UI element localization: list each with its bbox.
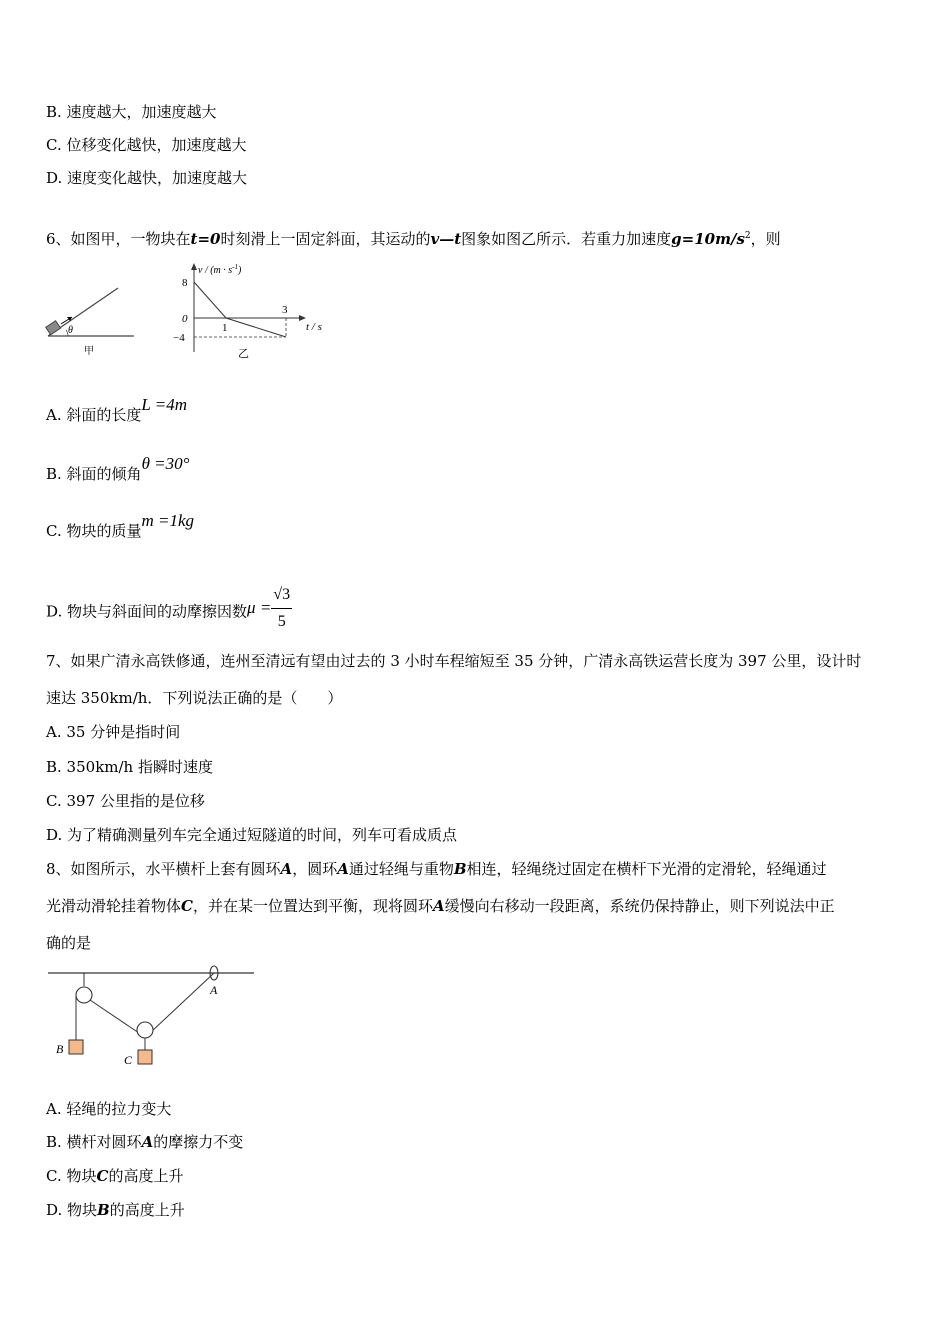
q7-option-b: B. 350km/h 指瞬时速度 <box>46 758 213 776</box>
label-c: C <box>124 1053 133 1067</box>
q7-option-d: D. 为了精确测量列车完全通过短隧道的时间，列车可看成质点 <box>46 826 458 844</box>
tick-8: 8 <box>182 277 188 289</box>
mu-fraction: $\frac{√3}{5}$ <box>271 582 292 635</box>
q7-option-c: C. 397 公里指的是位移 <box>46 792 205 810</box>
q8-option-c: C. 物块C的高度上升 <box>46 1167 184 1185</box>
label-a: A <box>210 983 218 997</box>
q6-vt-graph <box>170 260 340 364</box>
q5-option-d: D. 速度变化越快，加速度越大 <box>46 169 248 187</box>
tick-1: 1 <box>222 322 228 334</box>
q5-option-c: C. 位移变化越快，加速度越大 <box>46 136 247 154</box>
graph-y-label: $v / (m \cdot s^{-1})$ <box>198 263 242 276</box>
figure-label-yi: 乙 <box>238 348 249 360</box>
q5-option-b: B. 速度越大，加速度越大 <box>46 103 217 121</box>
figure-label-jia: 甲 <box>84 346 94 357</box>
graph-x-label: t / s <box>306 321 322 333</box>
block-c <box>138 1050 152 1064</box>
q8-stem-line2: 光滑动滑轮挂着物体C，并在某一位置达到平衡，现将圆环A缓慢向右移动一段距离，系统仍保持静止，则下列说法中正 <box>46 897 835 915</box>
q7-stem-line2: 速达 350km/h．下列说法正确的是（ ） <box>46 689 343 707</box>
q8-option-a: A. 轻绳的拉力变大 <box>46 1100 172 1118</box>
q6-figure-incline <box>44 284 140 360</box>
tick-minus-4: −4 <box>173 332 185 344</box>
q8-pulley-figure <box>44 962 258 1074</box>
block-b <box>69 1040 83 1054</box>
q7-stem-line1: 7、如果广清永高铁修通，连州至清远有望由过去的 3 小时车程缩短至 35 分钟，广清永高铁运营长度为 397 公里，设计时 <box>46 652 862 670</box>
label-b: B <box>56 1042 64 1056</box>
q6-option-a: A. 斜面的长度L =4m <box>46 395 188 424</box>
q6-stem: 6、如图甲，一物块在t=0时刻滑上一固定斜面，其运动的v—t图象如图乙所示．若重力加速度$g=10m/s^2$，则 <box>46 230 781 248</box>
theta-label: θ <box>68 325 73 336</box>
q8-stem-line3: 确的是 <box>46 934 92 952</box>
q7-option-a: A. 35 分钟是指时间 <box>46 723 181 741</box>
q6-option-b: B. 斜面的倾角θ =30° <box>46 454 190 483</box>
q6-option-c: C. 物块的质量m =1kg <box>46 511 195 540</box>
q8-option-d: D. 物块B的高度上升 <box>46 1201 185 1219</box>
q6-option-d: D. 物块与斜面间的动摩擦因数μ = $\frac{√3}{5}$ <box>46 586 292 639</box>
q8-option-b: B. 横杆对圆环A的摩擦力不变 <box>46 1133 244 1151</box>
tick-origin: 0 <box>182 313 188 325</box>
tick-3: 3 <box>282 304 288 316</box>
q8-stem-line1: 8、如图所示，水平横杆上套有圆环A，圆环A通过轻绳与重物B相连，轻绳绕过固定在横杆下光滑的定滑轮，轻绳通过 <box>46 860 827 878</box>
